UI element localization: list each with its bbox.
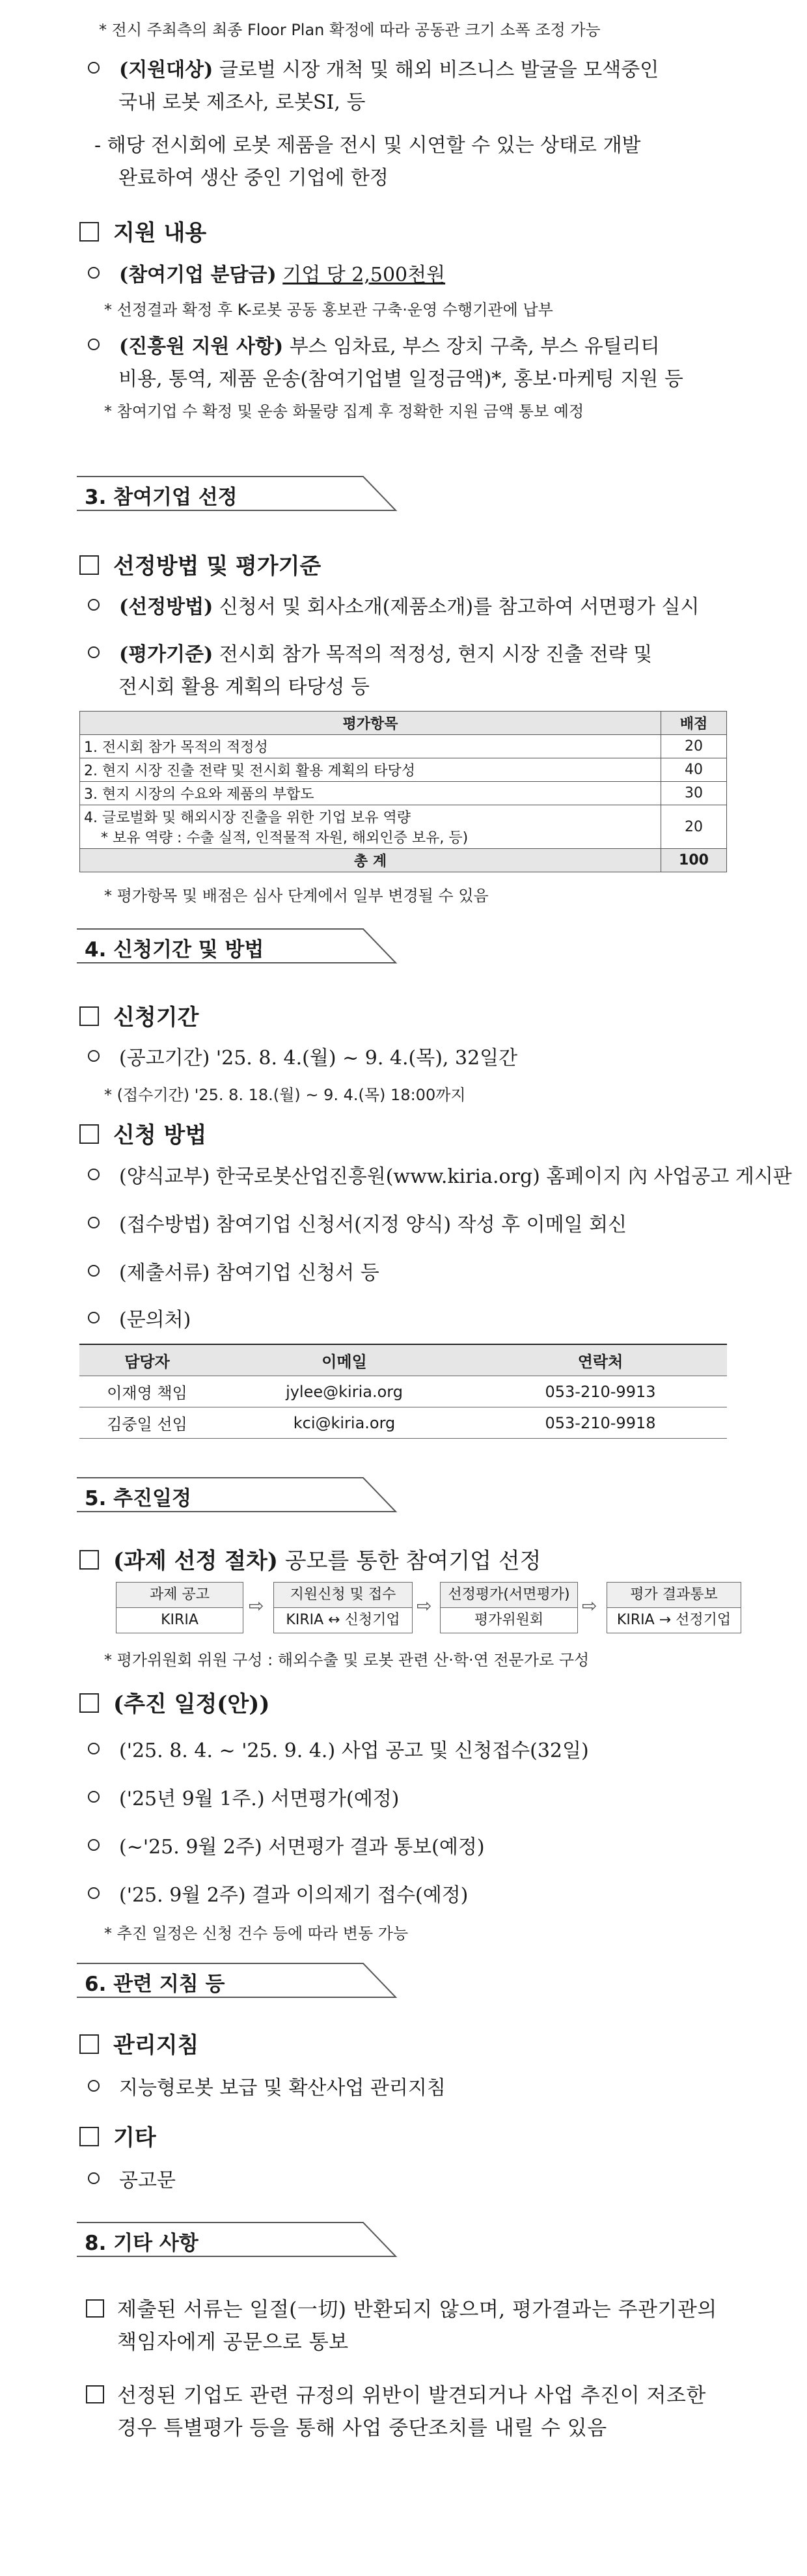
fee-note: * 선정결과 확정 후 K-로봇 공동 홍보관 구축·운영 수행기관에 납부: [104, 301, 553, 319]
floor-plan-note: * 전시 주최측의 최종 Floor Plan 확정에 따라 공동관 크기 소폭 조정 가능: [99, 21, 601, 39]
square-bullet-icon: [79, 555, 99, 575]
flow-arrow-icon: ⇨: [249, 1595, 264, 1616]
circle-bullet-icon: [88, 62, 100, 74]
dash-line2: 완료하여 생산 중인 기업에 한정: [118, 167, 389, 189]
table-row: 2. 현지 시장 진출 전략 및 전시회 활용 계획의 타당성 40: [80, 758, 727, 782]
square-bullet-icon: [86, 2299, 104, 2318]
circle-bullet-icon: [88, 1839, 100, 1851]
fee-item: [88, 257, 445, 294]
target-label: (지원대상): [119, 59, 213, 81]
flow-step-notify: 평가 결과통보 KIRIA → 선정기업: [607, 1582, 741, 1633]
proc-heading: (과제 선정 절차) 공모를 통한 참여기업 선정: [79, 1543, 541, 1575]
mgmt-heading: 관리지침: [79, 2027, 198, 2059]
criteria-line2: 전시회 활용 계획의 타당성 등: [118, 676, 370, 699]
etc-item-1: 제출된 서류는 일절(一切) 반환되지 않으며, 평가결과는 주관기관의: [86, 2292, 717, 2328]
square-bullet-icon: [79, 1124, 99, 1144]
total-row: 총 계 100: [80, 849, 727, 872]
period-heading: 신청기간: [79, 999, 198, 1031]
table-row: 4. 글로벌화 및 해외시장 진출을 위한 기업 보유 역량 * 보유 역량 : 수출 실적, 인적물적 자원, 해외인증 보유, 등) 20: [80, 805, 727, 849]
table-note: * 평가항목 및 배점은 심사 단계에서 일부 변경될 수 있음: [104, 887, 489, 905]
contact-table: 담당자 이메일 연락처 이재영 책임 jylee@kiria.org 053-210-9913 김중일 선임 kci@kiria.org 053-210-9918: [79, 1344, 727, 1439]
items-note: * 참여기업 수 확정 및 운송 화물량 집계 후 정확한 지원 금액 통보 예정: [104, 402, 584, 421]
support-items: (진흥원 지원 사항) 부스 임차료, 부스 장치 구축, 부스 유틸리티: [88, 329, 660, 365]
section-8-title: 8. 기타 사항: [85, 2232, 198, 2255]
etc-item-1-line2: 책임자에게 공문으로 통보: [117, 2331, 349, 2354]
sched-item: ('25. 8. 4. ~ '25. 9. 4.) 사업 공고 및 신청접수(32일): [88, 1733, 589, 1769]
section-3-header: [77, 475, 402, 512]
square-bullet-icon: [79, 1006, 99, 1026]
support-items-line2: 비용, 통역, 제품 운송(참여기업별 일정금액)*, 홍보·마케팅 지원 등: [118, 368, 683, 391]
square-bullet-icon: [79, 2127, 99, 2146]
etc-item-2: 선정된 기업도 관련 규정의 위반이 발견되거나 사업 추진이 저조한: [86, 2377, 706, 2414]
sec3-sub-heading: 선정방법 및 평가기준: [79, 548, 321, 580]
circle-bullet-icon: [88, 2080, 100, 2092]
method-heading: 신청 방법: [79, 1117, 206, 1149]
circle-bullet-icon: [88, 1265, 100, 1277]
sched-note: * 추진 일정은 신청 건수 등에 따라 변동 가능: [104, 1924, 409, 1943]
section-5-header: [77, 1476, 402, 1513]
sched-item: ('25년 9월 1주.) 서면평가(예정): [88, 1781, 399, 1818]
square-bullet-icon: [86, 2385, 104, 2403]
fee-label: (참여기업 분담금): [119, 264, 277, 286]
section-6-title: 6. 관련 지침 등: [85, 1973, 225, 1996]
flow-step-evaluate: 선정평가(서면평가) 평가위원회: [440, 1582, 578, 1633]
method-item: (선정방법) 신청서 및 회사소개(제품소개)를 참고하여 서면평가 실시: [88, 589, 700, 626]
sched-heading: (추진 일정(안)): [79, 1686, 269, 1718]
items-label: (진흥원 지원 사항): [119, 335, 284, 358]
square-bullet-icon: [79, 1693, 99, 1713]
eval-head-item: 평가항목: [80, 712, 661, 735]
circle-bullet-icon: [88, 599, 100, 611]
square-bullet-icon: [79, 1550, 99, 1570]
circle-bullet-icon: [88, 1312, 100, 1323]
circle-bullet-icon: [88, 267, 100, 279]
criteria-item: (평가기준) 전시회 참가 목적의 적정성, 현지 시장 진출 전략 및: [88, 637, 652, 673]
etc-heading: 기타: [79, 2120, 156, 2152]
section-5-title: 5. 추진일정: [85, 1487, 191, 1510]
flow-step-announce: 과제 공고 KIRIA: [116, 1582, 243, 1633]
evaluation-table: [79, 711, 727, 872]
target-text-line2: 국내 로봇 제조사, 로봇SI, 등: [118, 91, 366, 114]
flow-arrow-icon: ⇨: [417, 1595, 432, 1616]
contact-item: (문의처): [88, 1302, 191, 1338]
circle-bullet-icon: [88, 339, 100, 350]
contact-email[interactable]: kci@kiria.org: [215, 1407, 474, 1439]
circle-bullet-icon: [88, 1887, 100, 1899]
section-3-title: 3. 참여기업 선정: [85, 486, 238, 509]
sched-item: (~'25. 9월 2주) 서면평가 결과 통보(예정): [88, 1829, 485, 1866]
section-4-header: [77, 928, 402, 964]
table-row: 1. 전시회 참가 목적의 적정성 20: [80, 735, 727, 758]
support-heading: 지원 내용: [79, 215, 206, 247]
circle-bullet-icon: [88, 1217, 100, 1228]
etc-item-2-line2: 경우 특별평가 등을 통해 사업 중단조치를 내릴 수 있음: [117, 2417, 607, 2440]
section-4-title: 4. 신청기간 및 방법: [85, 938, 264, 962]
period-item: (공고기간) '25. 8. 4.(월) ~ 9. 4.(목), 32일간: [88, 1040, 517, 1077]
circle-bullet-icon: [88, 646, 100, 658]
apply-item: (접수방법) 참여기업 신청서(지정 양식) 작성 후 이메일 회신: [88, 1207, 627, 1243]
flow-step-apply: 지원신청 및 접수 KIRIA ↔ 신청기업: [273, 1582, 413, 1633]
target-text: 글로벌 시장 개척 및 해외 비즈니스 발굴을 모색중인: [219, 59, 659, 81]
period-note: * (접수기간) '25. 8. 18.(월) ~ 9. 4.(목) 18:00까지: [104, 1086, 466, 1104]
circle-bullet-icon: [88, 2172, 100, 2184]
form-item: (양식교부) 한국로봇산업진흥원(www.kiria.org) 홈페이지 內 사업공고 게시판: [88, 1159, 792, 1195]
dash-line1: - 해당 전시회에 로봇 제품을 전시 및 시연할 수 있는 상태로 개발: [94, 134, 641, 157]
section-6-header: [77, 1962, 402, 1999]
sched-item: ('25. 9월 2주) 결과 이의제기 접수(예정): [88, 1877, 468, 1914]
fee-text: 기업 당 2,500천원: [282, 264, 446, 286]
circle-bullet-icon: [88, 1169, 100, 1180]
circle-bullet-icon: [88, 1050, 100, 1062]
circle-bullet-icon: [88, 1791, 100, 1803]
section-8-header: [77, 2221, 402, 2258]
circle-bullet-icon: [88, 1743, 100, 1754]
square-bullet-icon: [79, 222, 99, 242]
flow-arrow-icon: ⇨: [582, 1595, 597, 1616]
contact-email[interactable]: jylee@kiria.org: [215, 1376, 474, 1407]
table-row: 김중일 선임 kci@kiria.org 053-210-9918: [79, 1407, 727, 1439]
docs-item: (제출서류) 참여기업 신청서 등: [88, 1255, 379, 1292]
table-row: 이재영 책임 jylee@kiria.org 053-210-9913: [79, 1376, 727, 1407]
eval-head-score: 배점: [661, 712, 727, 735]
flow-note: * 평가위원회 위원 구성 : 해외수출 및 로봇 관련 산·학·연 전문가로 구성: [104, 1651, 590, 1669]
square-bullet-icon: [79, 2034, 99, 2054]
etc-item: 공고문: [88, 2163, 176, 2199]
mgmt-item: 지능형로봇 보급 및 확산사업 관리지침: [88, 2070, 446, 2107]
table-row: 3. 현지 시장의 수요와 제품의 부합도 30: [80, 782, 727, 805]
target-item: [88, 52, 659, 89]
